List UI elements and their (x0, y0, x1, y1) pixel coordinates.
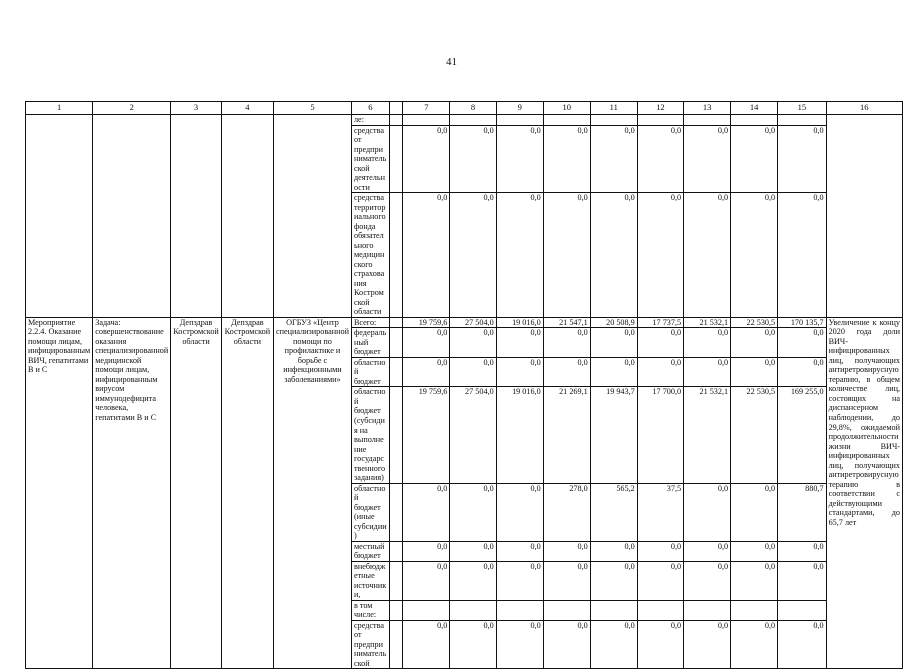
value-cell: 21 532,1 (684, 317, 731, 328)
value-cell: 0,0 (496, 328, 543, 358)
value-cell: 0,0 (403, 357, 450, 387)
value-cell: 0,0 (731, 193, 778, 318)
source-label: областной бюджет (351, 357, 389, 387)
value-cell: 0,0 (403, 328, 450, 358)
col-header: 3 (171, 102, 222, 115)
value-cell: 19 943,7 (590, 387, 637, 483)
value-cell: 565,2 (590, 483, 637, 541)
spacer-cell (389, 387, 403, 483)
value-cell: 0,0 (637, 561, 683, 600)
empty-cell (273, 115, 351, 318)
value-cell: 0,0 (543, 561, 590, 600)
value-cell: 0,0 (543, 328, 590, 358)
spacer-cell (389, 328, 403, 358)
value-cell: 0,0 (403, 541, 450, 561)
value-cell (590, 115, 637, 126)
value-cell: 0,0 (778, 541, 826, 561)
value-cell: 0,0 (684, 483, 731, 541)
value-cell: 0,0 (496, 541, 543, 561)
value-cell: 22 530,5 (731, 317, 778, 328)
value-cell: 0,0 (496, 125, 543, 193)
source-label: средства от предпринимательской деятельности (351, 125, 389, 193)
value-cell: 278,0 (543, 483, 590, 541)
value-cell (496, 115, 543, 126)
empty-cell (26, 115, 93, 318)
value-cell: 0,0 (543, 620, 590, 669)
spacer-cell (389, 193, 403, 318)
value-cell: 27 504,0 (450, 317, 496, 328)
value-cell: 0,0 (731, 483, 778, 541)
source-label: внебюджетные источники, (351, 561, 389, 600)
value-cell: 0,0 (403, 620, 450, 669)
value-cell: 0,0 (450, 561, 496, 600)
spacer-cell (389, 357, 403, 387)
col-header: 6 (351, 102, 389, 115)
value-cell: 0,0 (778, 357, 826, 387)
value-cell: 0,0 (731, 357, 778, 387)
source-label: средства от предпринимательской (351, 620, 389, 669)
spacer-cell (389, 620, 403, 669)
value-cell: 0,0 (496, 620, 543, 669)
value-cell (637, 115, 683, 126)
empty-cell (221, 115, 273, 318)
value-cell: 0,0 (731, 541, 778, 561)
value-cell: 0,0 (778, 193, 826, 318)
value-cell (684, 600, 731, 620)
value-cell: 0,0 (637, 125, 683, 193)
value-cell: 21 269,1 (543, 387, 590, 483)
source-label: ле: (351, 115, 389, 126)
value-cell (496, 600, 543, 620)
col-header: 15 (778, 102, 826, 115)
value-cell: 0,0 (590, 357, 637, 387)
value-cell: 0,0 (778, 328, 826, 358)
value-cell: 0,0 (684, 193, 731, 318)
value-cell: 0,0 (590, 541, 637, 561)
page-number: 41 (446, 56, 457, 68)
value-cell (543, 600, 590, 620)
value-cell: 0,0 (496, 193, 543, 318)
source-label: в том числе: (351, 600, 389, 620)
value-cell (731, 600, 778, 620)
value-cell: 0,0 (778, 125, 826, 193)
value-cell: 0,0 (403, 125, 450, 193)
value-cell: 21 532,1 (684, 387, 731, 483)
spacer-cell (389, 600, 403, 620)
value-cell: 0,0 (731, 125, 778, 193)
value-cell: 0,0 (778, 620, 826, 669)
value-cell: 0,0 (496, 483, 543, 541)
value-cell: 0,0 (450, 328, 496, 358)
value-cell (590, 600, 637, 620)
value-cell: 19 759,6 (403, 317, 450, 328)
value-cell: 0,0 (496, 561, 543, 600)
source-label: средства территориального фонда обязательного медицинского страхования Костромской области (351, 193, 389, 318)
value-cell: 19 016,0 (496, 317, 543, 328)
value-cell: 22 530,5 (731, 387, 778, 483)
source-label: Всего: (351, 317, 389, 328)
value-cell: 0,0 (637, 357, 683, 387)
value-cell: 0,0 (637, 328, 683, 358)
col-header: 14 (731, 102, 778, 115)
event-task: Задача: совершенствование оказания специализированной медицинской помощи лицам, инфицированным вирусом иммунодефицита человека, гепатитами В и С (93, 317, 171, 669)
col-header: 7 (403, 102, 450, 115)
value-cell: 0,0 (450, 620, 496, 669)
empty-cell (826, 115, 902, 318)
value-cell: 0,0 (637, 193, 683, 318)
spacer-cell (389, 115, 403, 126)
col-header: 13 (684, 102, 731, 115)
value-cell: 0,0 (684, 328, 731, 358)
value-cell: 0,0 (731, 561, 778, 600)
spacer-cell (389, 561, 403, 600)
value-cell: 19 759,6 (403, 387, 450, 483)
value-cell: 0,0 (684, 357, 731, 387)
value-cell: 0,0 (590, 193, 637, 318)
value-cell: 0,0 (731, 328, 778, 358)
value-cell (543, 115, 590, 126)
value-cell: 0,0 (684, 561, 731, 600)
value-cell: 0,0 (450, 357, 496, 387)
value-cell (684, 115, 731, 126)
source-label: областной бюджет (иные субсидии) (351, 483, 389, 541)
value-cell: 0,0 (684, 125, 731, 193)
value-cell: 0,0 (590, 125, 637, 193)
source-label: местный бюджет (351, 541, 389, 561)
col-header: 16 (826, 102, 902, 115)
expected-result: Увеличение к концу 2020 года доли ВИЧ-инфицированных лиц, получающих антиретровирусную терапию, в общем количестве лиц, состоящих на диспансерном наблюдении, до 29,8%, ожидаемой продолжительности жизни ВИЧ-инфицированных лиц, получающих антиретровирусную терапию в соответствии с действующими стандартами, до 65,7 лет (826, 317, 902, 669)
spacer-cell (389, 317, 403, 328)
value-cell: 17 700,0 (637, 387, 683, 483)
value-cell: 17 737,5 (637, 317, 683, 328)
value-cell: 880,7 (778, 483, 826, 541)
value-cell: 0,0 (590, 561, 637, 600)
value-cell: 0,0 (543, 541, 590, 561)
value-cell: 0,0 (543, 125, 590, 193)
value-cell: 0,0 (684, 541, 731, 561)
spacer-cell (389, 541, 403, 561)
value-cell (637, 600, 683, 620)
event-title: Мероприятие 2.2.4. Оказание помощи лицам, инфицированным ВИЧ, гепатитами В и С (26, 317, 93, 669)
value-cell (403, 600, 450, 620)
value-cell (778, 600, 826, 620)
value-cell (450, 600, 496, 620)
value-cell (731, 115, 778, 126)
value-cell: 169 255,0 (778, 387, 826, 483)
table-row (26, 115, 903, 126)
value-cell: 0,0 (637, 620, 683, 669)
value-cell: 0,0 (543, 357, 590, 387)
value-cell: 0,0 (543, 193, 590, 318)
event-executor: ОГБУЗ «Центр специализированной помощи по профилактике и борьбе с инфекционными заболеваниями» (273, 317, 351, 669)
value-cell: 0,0 (450, 541, 496, 561)
col-header: 4 (221, 102, 273, 115)
value-cell: 0,0 (450, 125, 496, 193)
col-header: 2 (93, 102, 171, 115)
col-header-spacer (389, 102, 403, 115)
event-responsible: Депздрав Костромской области (171, 317, 222, 669)
value-cell: 0,0 (403, 193, 450, 318)
col-header: 9 (496, 102, 543, 115)
value-cell: 21 547,1 (543, 317, 590, 328)
spacer-cell (389, 125, 403, 193)
value-cell (450, 115, 496, 126)
col-header: 5 (273, 102, 351, 115)
value-cell: 170 135,7 (778, 317, 826, 328)
column-number-header (26, 102, 903, 115)
value-cell: 0,0 (403, 561, 450, 600)
value-cell: 0,0 (778, 561, 826, 600)
value-cell: 0,0 (731, 620, 778, 669)
table-row (26, 317, 903, 328)
col-header: 1 (26, 102, 93, 115)
col-header: 12 (637, 102, 683, 115)
col-header: 10 (543, 102, 590, 115)
empty-cell (171, 115, 222, 318)
source-label: областной бюджет (субсидия на выполнение государственного задания) (351, 387, 389, 483)
col-header: 11 (590, 102, 637, 115)
value-cell (778, 115, 826, 126)
empty-cell (93, 115, 171, 318)
value-cell: 0,0 (637, 541, 683, 561)
event-coordinator: Депздрав Костромской области (221, 317, 273, 669)
value-cell: 0,0 (403, 483, 450, 541)
value-cell: 0,0 (684, 620, 731, 669)
value-cell: 0,0 (450, 483, 496, 541)
value-cell (403, 115, 450, 126)
value-cell: 19 016,0 (496, 387, 543, 483)
value-cell: 37,5 (637, 483, 683, 541)
value-cell: 0,0 (590, 328, 637, 358)
source-label: федеральный бюджет (351, 328, 389, 358)
value-cell: 27 504,0 (450, 387, 496, 483)
financing-table (25, 101, 903, 669)
col-header: 8 (450, 102, 496, 115)
value-cell: 0,0 (450, 193, 496, 318)
value-cell: 20 508,9 (590, 317, 637, 328)
spacer-cell (389, 483, 403, 541)
value-cell: 0,0 (590, 620, 637, 669)
value-cell: 0,0 (496, 357, 543, 387)
